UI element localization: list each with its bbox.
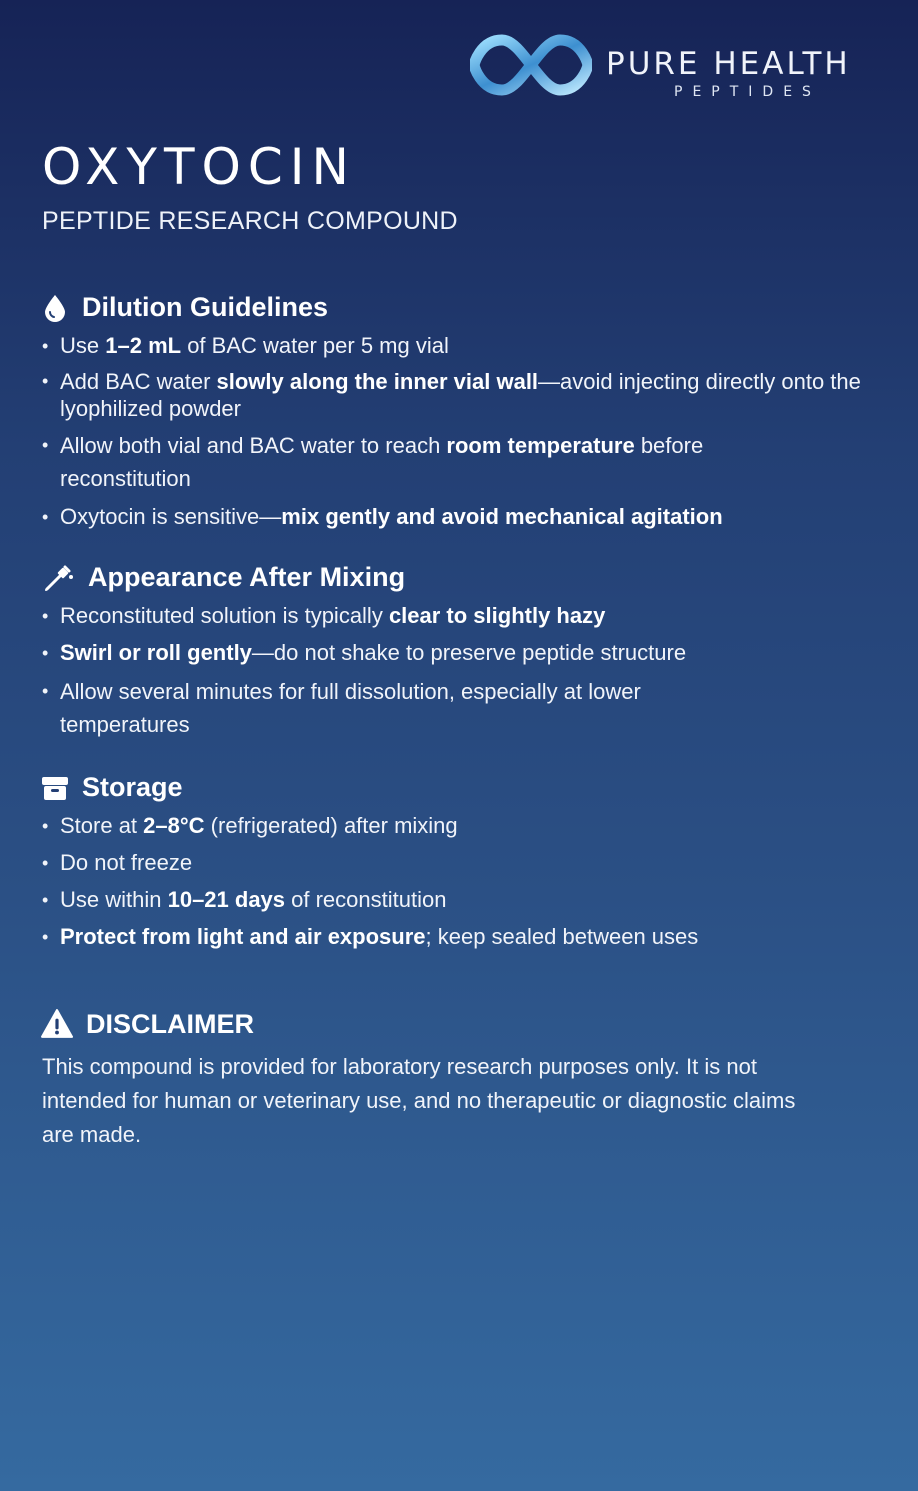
disclaimer-heading-text: DISCLAIMER [86,1008,254,1039]
storage-heading [40,772,880,803]
pipette-icon [40,563,76,593]
list-item: • Oxytocin is sensitive—mix gently and avoid mechanical agitation [40,502,880,532]
page-subtitle: PEPTIDE RESEARCH COMPOUND [42,207,458,235]
infinity-logo-icon [470,30,592,100]
brand-subtitle: PEPTIDES [674,84,821,100]
storage-box-icon [40,773,70,803]
appearance-heading-text: Appearance After Mixing [88,562,406,592]
list-item: • Reconstituted solution is typically clear to slightly hazy [40,601,880,631]
storage-section [40,772,880,959]
list-item: • Allow both vial and BAC water to reach room temperature before reconstitution [40,429,750,495]
appearance-list [40,601,880,741]
warning-icon [40,1008,74,1040]
disclaimer-section [40,1008,820,1152]
list-item: • Do not freeze [40,848,880,878]
appearance-heading [40,562,880,593]
list-item: • Add BAC water slowly along the inner vial wall—avoid injecting directly onto the lyophilized powder [40,368,880,422]
storage-heading-text: Storage [82,772,183,802]
page-title: OXYTOCIN [42,138,356,196]
list-item: • Protect from light and air exposure; keep sealed between uses [40,922,880,952]
dilution-heading [40,292,880,323]
list-item: • Use 1–2 mL of BAC water per 5 mg vial [40,331,880,361]
list-item: • Allow several minutes for full dissolution, especially at lower temperatures [40,675,760,741]
disclaimer-heading [40,1008,820,1040]
list-item: • Store at 2–8°C (refrigerated) after mixing [40,811,880,841]
storage-list [40,811,880,952]
dilution-heading-text: Dilution Guidelines [82,292,329,322]
brand-name: PURE HEALTH [606,46,851,82]
list-item: • Swirl or roll gently—do not shake to preserve peptide structure [40,638,880,668]
appearance-section [40,562,880,748]
dilution-section [40,292,880,539]
water-drop-icon [40,293,70,323]
brand-logo [470,28,890,108]
dilution-list [40,331,880,532]
list-item: • Use within 10–21 days of reconstitution [40,885,880,915]
disclaimer-text: This compound is provided for laboratory research purposes only. It is not intended for human or veterinary use, and no therapeutic or diagnostic claims are made. [42,1054,796,1147]
